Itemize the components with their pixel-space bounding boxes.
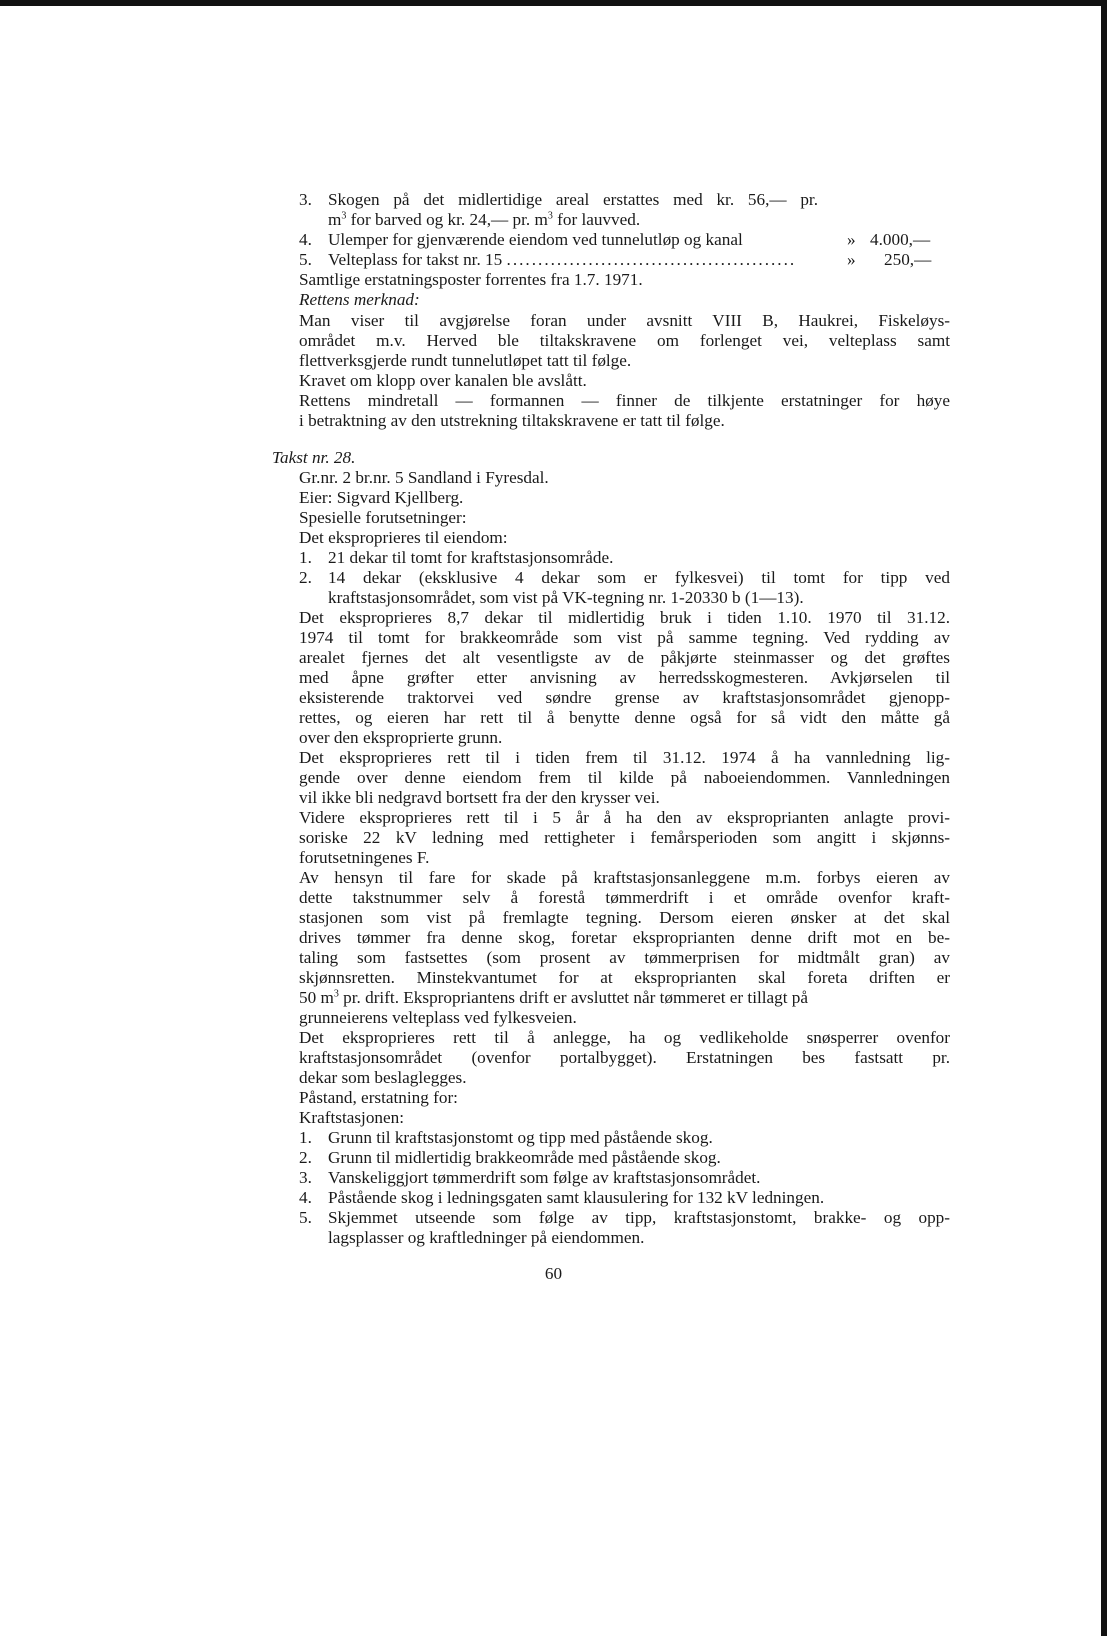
paragraph-line: stasjonen som vist på fremlagte tegning. Dersom eieren ønsker at det skal <box>299 908 950 927</box>
property-line: Gr.nr. 2 br.nr. 5 Sandland i Fyresdal. <box>299 468 549 487</box>
paragraph-line: Samtlige erstatningsposter forrentes fra 1.7. 1971. <box>299 270 643 289</box>
paragraph-line: 50 $m^3$ pr. drift. Ekspropriantens drift er avsluttet når tømmeret er tillagt på <box>299 988 809 1007</box>
paragraph-line: rettes, og eieren har rett til å benytte denne også for så vidt den måtte gå <box>299 708 950 727</box>
paragraph-line: Spesielle forutsetninger: <box>299 508 467 527</box>
paragraph-line: gende over denne eiendom frem til kilde på naboeiendommen. Vannledningen <box>299 768 950 787</box>
paragraph-line: eksisterende traktorvei ved søndre grense av kraftstasjonsområdet gjenopp- <box>299 688 950 707</box>
paragraph-line: Videre eksproprieres rett til i 5 år å ha den av eksproprianten anlagte provi- <box>299 808 950 827</box>
section-heading: Rettens merknad: <box>299 290 420 309</box>
paragraph-line: Kravet om klopp over kanalen ble avslått. <box>299 371 587 390</box>
paragraph-line: Man viser til avgjørelse foran under avsnitt VIII B, Haukrei, Fiskeløys- <box>299 311 950 330</box>
leader-dots: .............................................. <box>506 250 797 269</box>
paragraph-line: arealet fjernes det alt vesentligste av de påkjørte steinmasser og det grøftes <box>299 648 950 667</box>
list-item: 5. Skjemmet utseende som følge av tipp, kraftstasjonstomt, brakke- og opp- <box>299 1208 950 1227</box>
list-item: 4. Ulemper for gjenværende eiendom ved tunnelutløp og kanal <box>299 230 743 249</box>
guillemet: » <box>847 230 856 249</box>
paragraph-line: grunneierens velteplass ved fylkesveien. <box>299 1008 577 1027</box>
scan-border-top <box>0 0 1107 6</box>
paragraph-line: Påstand, erstatning for: <box>299 1088 458 1107</box>
paragraph-line: 1974 til tomt for brakkeområde som vist på samme tegning. Ved rydding av <box>299 628 950 647</box>
owner-line: Eier: Sigvard Kjellberg. <box>299 488 464 507</box>
paragraph-line: Det eksproprieres til eiendom: <box>299 528 508 547</box>
list-item: 5. Velteplass for takst nr. 15 .............................................. <box>299 250 829 270</box>
guillemet: » <box>847 250 856 269</box>
paragraph-line: dette takstnummer selv å forestå tømmerdrift i et område ovenfor kraft- <box>299 888 950 907</box>
paragraph-line: med åpne grøfter etter anvisning av herredsskogmesteren. Avkjørselen til <box>299 668 950 687</box>
list-item-continuation: lagsplasser og kraftledninger på eiendommen. <box>328 1228 645 1247</box>
paragraph-line: Av hensyn til fare for skade på kraftstasjonsanleggene m.m. forbys eieren av <box>299 868 950 887</box>
paragraph-line: Rettens mindretall — formannen — finner de tilkjente erstatninger for høye <box>299 391 950 410</box>
amount: 4.000,— <box>870 230 931 249</box>
paragraph-line: Det eksproprieres rett til å anlegge, ha og vedlikeholde snøsperrer ovenfor <box>299 1028 950 1047</box>
paragraph-line: området m.v. Herved ble tiltakskravene om forlenget vei, velteplass samt <box>299 331 950 350</box>
paragraph-line: soriske 22 kV ledning med rettigheter i femårsperioden som angitt i skjønns- <box>299 828 950 847</box>
paragraph-line: skjønnsretten. Minstekvantumet for at eksproprianten skal foreta driften er <box>299 968 950 987</box>
paragraph-line: i betraktning av den utstrekning tiltakskravene er tatt til følge. <box>299 411 725 430</box>
list-item: 4. Påstående skog i ledningsgaten samt klausulering for 132 kV ledningen. <box>299 1188 825 1207</box>
paragraph-line: flettverksgjerde rundt tunnelutløpet tatt til følge. <box>299 351 632 370</box>
list-item: 3. Vanskeliggjort tømmerdrift som følge av kraftstasjonsområdet. <box>299 1168 761 1187</box>
paragraph-line: taling som fastsettes (som prosent av tømmerprisen for midtmålt gran) av <box>299 948 950 967</box>
section-heading: Takst nr. 28. <box>272 448 356 467</box>
page-number: 60 <box>544 1264 563 1283</box>
paragraph-line: Kraftstasjonen: <box>299 1108 405 1127</box>
list-item: 3. Skogen på det midlertidige areal erstattes med kr. 56,— pr. <box>299 190 818 209</box>
list-item: 1. Grunn til kraftstasjonstomt og tipp med påstående skog. <box>299 1128 713 1147</box>
list-item: 2. Grunn til midlertidig brakkeområde med påstående skog. <box>299 1148 721 1167</box>
paragraph-line: Det eksproprieres rett til i tiden frem til 31.12. 1974 å ha vannledning lig- <box>299 748 950 767</box>
paragraph-line: over den eksproprierte grunn. <box>299 728 503 747</box>
paragraph-line: dekar som beslaglegges. <box>299 1068 467 1087</box>
list-item: 1. 21 dekar til tomt for kraftstasjonsområde. <box>299 548 614 567</box>
list-item-continuation: kraftstasjonsområdet, som vist på VK-tegning nr. 1-20330 b (1—13). <box>328 588 804 607</box>
list-item: 2. 14 dekar (eksklusive 4 dekar som er fylkesvei) til tomt for tipp ved <box>299 568 950 587</box>
paragraph-line: forutsetningenes F. <box>299 848 430 867</box>
paragraph-line: drives tømmer fra denne skog, foretar eksproprianten denne drift mot en be- <box>299 928 950 947</box>
paragraph-line: kraftstasjonsområdet (ovenfor portalbygget). Erstatningen bes fastsatt pr. <box>299 1048 950 1067</box>
amount: 250,— <box>884 250 932 269</box>
paragraph-line: Det eksproprieres 8,7 dekar til midlertidig bruk i tiden 1.10. 1970 til 31.12. <box>299 608 950 627</box>
paragraph-line: vil ikke bli nedgravd bortsett fra der den krysser vei. <box>299 788 660 807</box>
scan-border-right <box>1101 0 1107 1636</box>
list-item-continuation: $m^3$ for barved og kr. 24,— pr. $m^3$ for lauvved. <box>328 210 641 229</box>
